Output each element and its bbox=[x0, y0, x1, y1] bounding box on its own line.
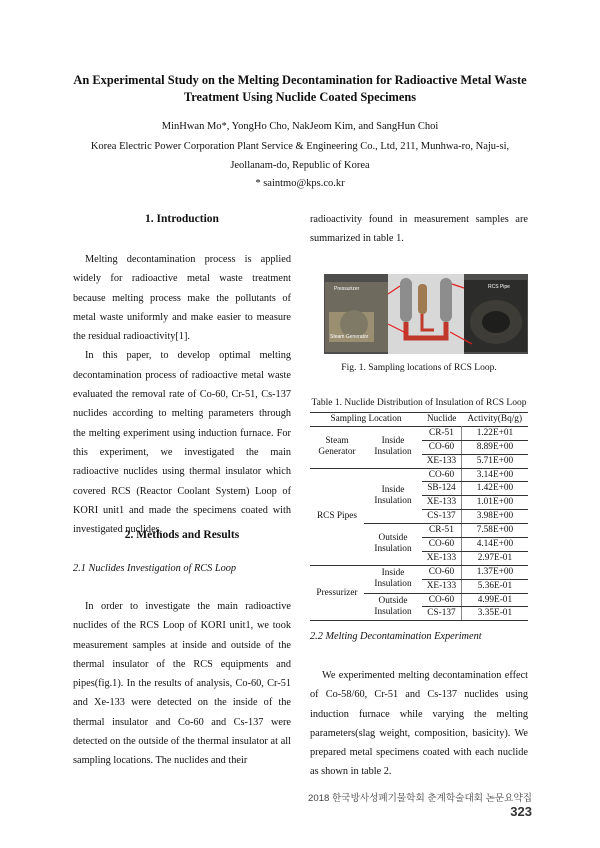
table-cell-activity: 8.89E+00 bbox=[461, 440, 528, 454]
table-group-inside-insulation: Inside Insulation bbox=[364, 565, 422, 593]
section-introduction-heading: 1. Introduction bbox=[145, 213, 219, 225]
table-cell-activity: 7.58E+00 bbox=[461, 524, 528, 538]
footer-proceedings-title: 2018 한국방사성폐기물학회 춘계학술대회 논문요약집 bbox=[308, 793, 532, 804]
table-header-nuclide: Nuclide bbox=[426, 413, 457, 424]
table-cell-nuclide: XE-133 bbox=[422, 579, 461, 593]
table-cell-activity: 1.22E+01 bbox=[461, 426, 528, 440]
table-group-outside-insulation: Outside Insulation bbox=[364, 524, 422, 566]
figure-label-pressurizer: Pressurizer bbox=[334, 286, 360, 292]
table-cell-activity: 1.37E+00 bbox=[461, 565, 528, 579]
table-row bbox=[310, 426, 528, 440]
nuclide-distribution-table bbox=[310, 412, 528, 621]
melting-experiment-body bbox=[310, 666, 528, 782]
table-caption: Table 1. Nuclide Distribution of Insulation of RCS Loop bbox=[311, 398, 527, 408]
table-cell-activity: 3.14E+00 bbox=[461, 468, 528, 482]
paper-title: An Experimental Study on the Melting Decontamination for Radioactive Metal Waste Treatment Using Nuclide Coated Specimens bbox=[73, 73, 527, 104]
author-email: * saintmo@kps.co.kr bbox=[255, 178, 345, 189]
table-cell-activity: 2.97E-01 bbox=[461, 551, 528, 565]
table-cell-nuclide: XE-133 bbox=[422, 551, 461, 565]
subsection-2-2-heading: 2.2 Melting Decontamination Experiment bbox=[310, 631, 482, 642]
figure-caption: Fig. 1. Sampling locations of RCS Loop. bbox=[341, 363, 497, 373]
table-cell-nuclide: CO-60 bbox=[422, 440, 461, 454]
table-row bbox=[310, 468, 528, 482]
affiliation-line-2: Jeollanam-do, Republic of Korea bbox=[230, 160, 370, 171]
figure-label-rcs-pipe: RCS Pipe bbox=[488, 284, 510, 290]
table-cell-nuclide: CO-60 bbox=[422, 565, 461, 579]
table-group-inside-insulation: Inside Insulation bbox=[364, 426, 422, 468]
table-group-rcs-pipes: RCS Pipes bbox=[310, 468, 364, 565]
nuclide-distribution-table-wrapper bbox=[310, 412, 528, 621]
table-cell-activity: 5.71E+00 bbox=[461, 454, 528, 468]
table-header-activity: Activity(Bq/g) bbox=[467, 413, 523, 424]
table-cell-nuclide: XE-133 bbox=[422, 454, 461, 468]
table-cell-nuclide: CR-51 bbox=[422, 426, 461, 440]
table-cell-nuclide: XE-133 bbox=[422, 496, 461, 510]
table-row bbox=[310, 565, 528, 579]
table-group-inside-insulation: Inside Insulation bbox=[364, 468, 422, 524]
table-group-steam-generator: Steam Generator bbox=[310, 426, 364, 468]
table-cell-nuclide: CR-51 bbox=[422, 524, 461, 538]
right-column-intro-text bbox=[310, 210, 528, 249]
right-paragraph-2: We experimented melting decontamination effect of Co-58/60, Cr-51 and Cs-137 nuclides using induction furnace while varying the melting parameters(slag weight, composition, basicity). We prepared metal specimens coated with each nuclide as shown in table 2. bbox=[310, 670, 528, 778]
authors: MinHwan Mo*, YongHo Cho, NakJeom Kim, and SangHun Choi bbox=[161, 121, 439, 132]
table-cell-nuclide: CO-60 bbox=[422, 593, 461, 607]
table-cell-activity: 5.36E-01 bbox=[461, 579, 528, 593]
right-paragraph-1: radioactivity found in measurement samples are summarized in table 1. bbox=[310, 214, 528, 245]
table-cell-activity: 1.01E+00 bbox=[461, 496, 528, 510]
table-group-outside-insulation: Outside Insulation bbox=[364, 593, 422, 621]
page-footer bbox=[300, 790, 532, 819]
table-cell-activity: 4.99E-01 bbox=[461, 593, 528, 607]
table-group-pressurizer: Pressurizer bbox=[310, 565, 364, 621]
table-cell-activity: 4.14E+00 bbox=[461, 538, 528, 552]
methods-body bbox=[73, 597, 291, 771]
figure-label-steam-generator: Steam Generator bbox=[330, 334, 369, 340]
table-cell-nuclide: SB-124 bbox=[422, 482, 461, 496]
table-cell-nuclide: CS-137 bbox=[422, 510, 461, 524]
table-cell-nuclide: CS-137 bbox=[422, 607, 461, 621]
page-number: 323 bbox=[510, 804, 532, 819]
introduction-paragraph-1: Melting decontamination process is applied widely for radioactive metal waste treatment because melting process make the pollutants of metal waste uniformly and make easier to measure the residual radioactivity[1]. bbox=[73, 254, 291, 343]
section-methods-heading: 2. Methods and Results bbox=[124, 529, 240, 541]
table-cell-nuclide: CO-60 bbox=[422, 538, 461, 552]
introduction-paragraph-2: In this paper, to develop optimal melting decontamination process of radioactive metal waste evaluated the removal rate of Co-60, Cr-51, Cs-137 nuclides according to melting parameters through the melting experiment using induction furnace. For this experiment, we investigated the main radioactive nuclides using thermal insulator which covered RCS (Reactor Coolant System) Loop of KORI unit1 and made the specimens coated with investigated nuclides. bbox=[73, 350, 291, 536]
affiliation-line-1: Korea Electric Power Corporation Plant Service & Engineering Co., Ltd, 211, Munhwa-ro, Naju-si, bbox=[90, 141, 510, 152]
methods-paragraph-1: In order to investigate the main radioactive nuclides of the RCS Loop of KORI unit1, we took measurement samples at inside and outside of the thermal insulator of the RCS equipments and pipes(fig.1). In the results of analysis, Co-60, Cr-51 and Xe-133 were detected on the inside of the thermal insulator and Co-60 and Cs-137 were detected on the outside of the thermal insulator at all sampling locations. The nuclides and their bbox=[73, 601, 291, 767]
table-cell-activity: 3.35E-01 bbox=[461, 607, 528, 621]
table-header-sampling-location: Sampling Location bbox=[330, 413, 402, 424]
rcs-loop-figure bbox=[324, 274, 528, 354]
table-cell-nuclide: CO-60 bbox=[422, 468, 461, 482]
table-cell-activity: 1.42E+00 bbox=[461, 482, 528, 496]
introduction-body bbox=[73, 250, 291, 539]
subsection-2-1-heading: 2.1 Nuclides Investigation of RCS Loop bbox=[73, 563, 237, 574]
rcs-loop-photo-collage bbox=[324, 274, 528, 354]
table-cell-activity: 3.98E+00 bbox=[461, 510, 528, 524]
